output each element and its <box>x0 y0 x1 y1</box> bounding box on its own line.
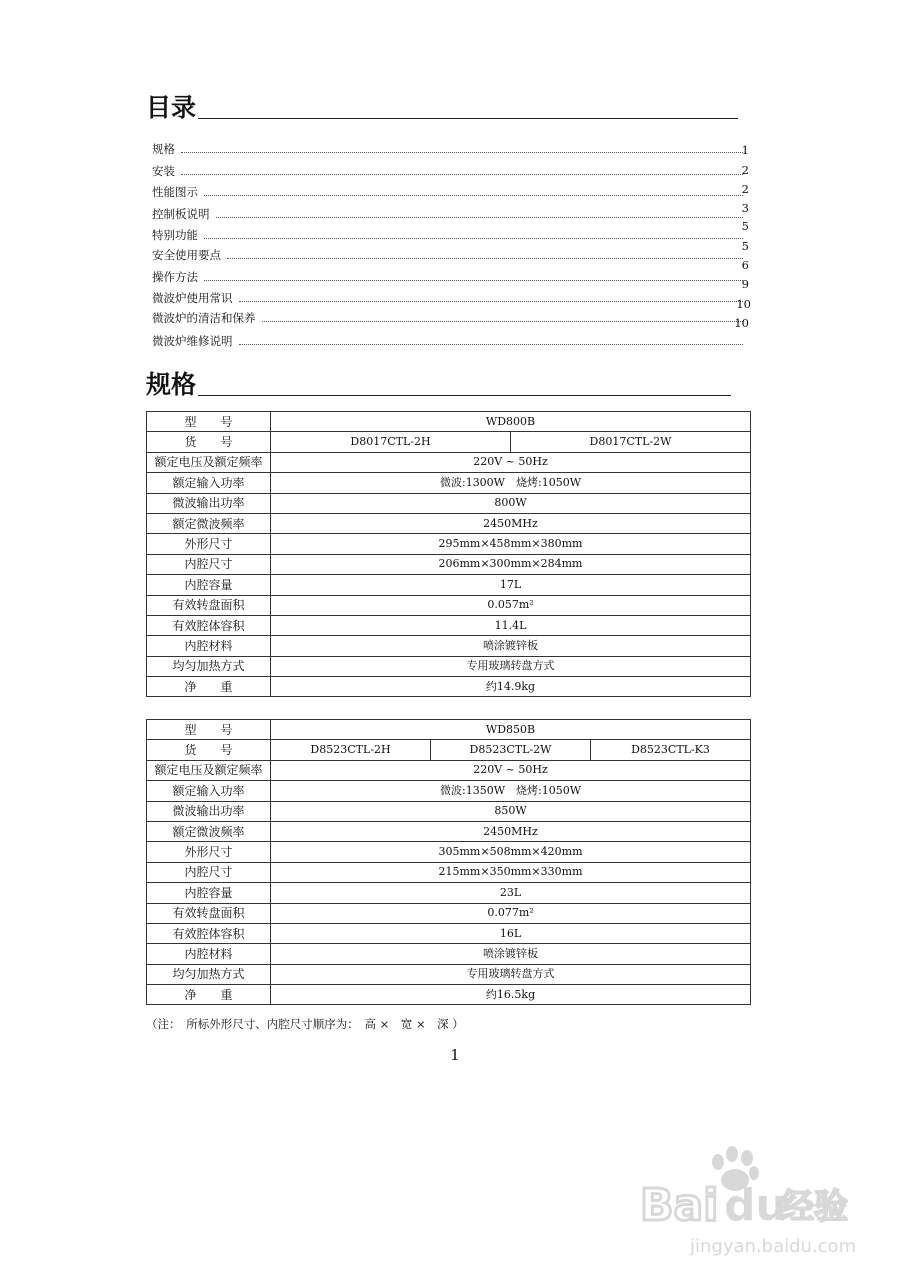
item-no-value: D8017CTL-2W <box>511 432 751 452</box>
table-row <box>147 452 751 472</box>
table-row <box>147 595 751 615</box>
toc-page-number: 3 <box>741 201 749 215</box>
toc-leader-dots <box>239 301 744 302</box>
spec-title: 规格 <box>146 370 197 399</box>
cavity-size-value: 215mm×350mm×330mm <box>271 862 751 882</box>
svg-text:Bai: Bai <box>640 1180 719 1231</box>
voltage-value: 220V ~ 50Hz <box>271 452 751 472</box>
row-label: 货 号 <box>147 740 271 760</box>
toc-page-number: 2 <box>741 163 749 177</box>
toc-item[interactable] <box>152 183 749 201</box>
toc-item-label: 性能图示 <box>152 185 198 199</box>
table-row <box>147 432 751 452</box>
table-row <box>147 412 751 432</box>
capacity-value: 17L <box>271 575 751 595</box>
svg-text:jingyan.baidu.com: jingyan.baidu.com <box>690 1236 857 1257</box>
row-label: 有效转盘面积 <box>147 595 271 615</box>
toc-title: 目录 <box>146 93 197 122</box>
row-label: 内腔容量 <box>147 883 271 903</box>
table-row <box>147 842 751 862</box>
toc-item[interactable] <box>152 140 749 158</box>
table-row <box>147 554 751 574</box>
mw-freq-value: 2450MHz <box>271 821 751 841</box>
toc-item[interactable] <box>152 246 749 264</box>
toc-item-label: 微波炉使用常识 <box>152 291 233 305</box>
net-weight-value: 约14.9kg <box>271 677 751 697</box>
row-label: 微波输出功率 <box>147 801 271 821</box>
toc-page-number: 6 <box>741 258 749 272</box>
table-row <box>147 883 751 903</box>
material-value: 喷涂镀锌板 <box>271 636 751 656</box>
toc-page-number: 5 <box>741 219 749 233</box>
toc-leader-dots <box>262 321 744 322</box>
row-label: 额定微波频率 <box>147 821 271 841</box>
heading-rule <box>198 118 738 119</box>
page-number: 1 <box>450 1046 460 1064</box>
material-value: 喷涂镀锌板 <box>271 944 751 964</box>
capacity-value: 23L <box>271 883 751 903</box>
row-label: 额定输入功率 <box>147 473 271 493</box>
table-row <box>147 760 751 780</box>
toc-heading <box>146 93 738 123</box>
heading-rule <box>198 395 731 396</box>
row-label: 额定电压及额定频率 <box>147 760 271 780</box>
svg-text:du: du <box>724 1180 787 1231</box>
row-label: 均匀加热方式 <box>147 964 271 984</box>
cavity-volume-value: 11.4L <box>271 615 751 635</box>
net-weight-value: 约16.5kg <box>271 985 751 1005</box>
table-row <box>147 862 751 882</box>
toc-item[interactable] <box>152 162 749 180</box>
output-power-value: 800W <box>271 493 751 513</box>
table-row <box>147 781 751 801</box>
table-row <box>147 473 751 493</box>
spec-table-wd800b <box>146 411 751 697</box>
toc-item[interactable] <box>152 268 749 286</box>
table-row <box>147 821 751 841</box>
table-row <box>147 615 751 635</box>
item-no-value: D8523CTL-K3 <box>591 740 751 760</box>
table-row <box>147 801 751 821</box>
row-label: 型 号 <box>147 720 271 740</box>
toc-page-number: 10 <box>736 297 751 311</box>
cavity-size-value: 206mm×300mm×284mm <box>271 554 751 574</box>
item-no-value: D8523CTL-2W <box>431 740 591 760</box>
row-label: 外形尺寸 <box>147 842 271 862</box>
outer-size-value: 305mm×508mm×420mm <box>271 842 751 862</box>
toc-item-label: 特别功能 <box>152 228 198 242</box>
table-row <box>147 513 751 533</box>
row-label: 内腔容量 <box>147 575 271 595</box>
footnote: （注： 所标外形尺寸、内腔尺寸顺序为： 高 × 宽 × 深 ） <box>146 1017 464 1031</box>
row-label: 型 号 <box>147 412 271 432</box>
outer-size-value: 295mm×458mm×380mm <box>271 534 751 554</box>
table-row <box>147 493 751 513</box>
toc-page-number: 10 <box>734 316 749 330</box>
table-row <box>147 903 751 923</box>
row-label: 均匀加热方式 <box>147 656 271 676</box>
spec-heading <box>146 370 731 400</box>
toc-page-number: 9 <box>741 277 749 291</box>
table-row <box>147 575 751 595</box>
heating-value: 专用玻璃转盘方式 <box>271 656 751 676</box>
table-row <box>147 944 751 964</box>
table-row <box>147 720 751 740</box>
baidu-jingyan-watermark <box>640 1140 880 1270</box>
table-row <box>147 636 751 656</box>
toc-leader-dots <box>239 344 744 345</box>
row-label: 货 号 <box>147 432 271 452</box>
toc-leader-dots <box>204 195 743 196</box>
toc-leader-dots <box>181 174 743 175</box>
turntable-area-value: 0.057m² <box>271 595 751 615</box>
toc-item-label: 微波炉维修说明 <box>152 334 233 348</box>
output-power-value: 850W <box>271 801 751 821</box>
table-row <box>147 923 751 943</box>
item-no-value: D8523CTL-2H <box>271 740 431 760</box>
toc-page-number: 5 <box>741 239 749 253</box>
item-no-value: D8017CTL-2H <box>271 432 511 452</box>
row-label: 额定微波频率 <box>147 513 271 533</box>
row-label: 额定电压及额定频率 <box>147 452 271 472</box>
row-label: 内腔材料 <box>147 636 271 656</box>
toc-leader-dots <box>216 217 744 218</box>
row-label: 内腔尺寸 <box>147 862 271 882</box>
toc-page-number: 2 <box>741 182 749 196</box>
toc-item[interactable] <box>152 309 749 327</box>
toc-item-label: 操作方法 <box>152 270 198 284</box>
turntable-area-value: 0.077m² <box>271 903 751 923</box>
spec-table-wd850b <box>146 719 751 1005</box>
row-label: 有效腔体容积 <box>147 615 271 635</box>
mw-freq-value: 2450MHz <box>271 513 751 533</box>
row-label: 净 重 <box>147 985 271 1005</box>
table-row <box>147 740 751 760</box>
toc-item-label: 安全使用要点 <box>152 248 221 262</box>
voltage-value: 220V ~ 50Hz <box>271 760 751 780</box>
row-label: 微波输出功率 <box>147 493 271 513</box>
input-power-value: 微波:1350W 烧烤:1050W <box>271 781 751 801</box>
row-label: 内腔尺寸 <box>147 554 271 574</box>
row-label: 净 重 <box>147 677 271 697</box>
table-row <box>147 534 751 554</box>
cavity-volume-value: 16L <box>271 923 751 943</box>
toc-leader-dots <box>181 152 743 153</box>
table-row <box>147 964 751 984</box>
model-value: WD850B <box>271 720 751 740</box>
row-label: 内腔材料 <box>147 944 271 964</box>
toc-item-label: 规格 <box>152 142 175 156</box>
row-label: 有效转盘面积 <box>147 903 271 923</box>
toc-item-label: 微波炉的清洁和保养 <box>152 311 256 325</box>
toc-leader-dots <box>204 280 743 281</box>
table-row <box>147 677 751 697</box>
table-row <box>147 985 751 1005</box>
toc-item[interactable] <box>152 289 749 307</box>
input-power-value: 微波:1300W 烧烤:1050W <box>271 473 751 493</box>
table-row <box>147 656 751 676</box>
toc-item[interactable] <box>152 205 749 223</box>
heating-value: 专用玻璃转盘方式 <box>271 964 751 984</box>
toc-leader-dots <box>227 258 743 259</box>
row-label: 外形尺寸 <box>147 534 271 554</box>
toc-item-label: 控制板说明 <box>152 207 210 221</box>
model-value: WD800B <box>271 412 751 432</box>
toc-item-label: 安装 <box>152 164 175 178</box>
row-label: 有效腔体容积 <box>147 923 271 943</box>
toc-item[interactable] <box>152 332 749 350</box>
row-label: 额定输入功率 <box>147 781 271 801</box>
toc-item[interactable] <box>152 226 749 244</box>
toc-page-number: 1 <box>741 143 749 157</box>
toc-leader-dots <box>204 238 743 239</box>
svg-text:经验: 经验 <box>780 1187 848 1227</box>
